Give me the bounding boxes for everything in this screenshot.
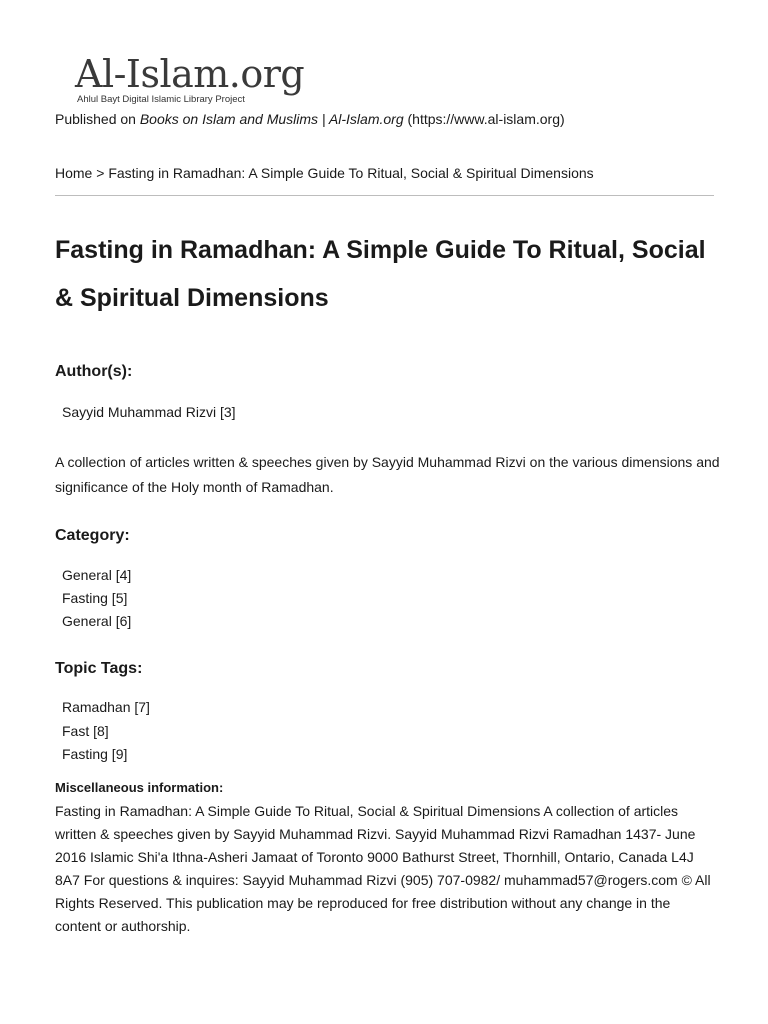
published-site-link[interactable]: Books on Islam and Muslims | Al-Islam.org — [139, 111, 404, 127]
breadcrumb — [55, 165, 594, 181]
site-logo[interactable] — [75, 52, 305, 106]
breadcrumb-separator: > — [92, 165, 109, 181]
misc-body: Fasting in Ramadhan: A Simple Guide To Ritual, Social & Spiritual Dimensions A collection of articles written & speeches given by Sayyid Muhammad Rizvi. Sayyid Muhammad Rizvi Ramadhan 1437- June 2016 Islamic Shi'a Ithna-Asheri Jamaat of Toronto 9000 Bathurst Street, Thornhill, Ontario, Canada L4J 8A7 For questions & inquires: Sayyid Muhammad Rizvi (905) 707-0982/ muhammad57@rogers.com © All Rights Reserved. This publication may be reproduced for free distribution without any change in the content or authorship. — [55, 803, 711, 934]
published-line — [55, 111, 565, 127]
breadcrumb-home-link[interactable]: Home — [55, 165, 93, 181]
topic-tag-link[interactable]: Ramadhan [7] — [62, 699, 150, 715]
published-url: (https://www.al-islam.org) — [403, 111, 565, 127]
published-prefix: Published on — [55, 111, 140, 127]
topic-tag-link[interactable]: Fasting [9] — [62, 746, 128, 762]
category-heading: Category: — [55, 527, 130, 544]
logo-tagline: Ahlul Bayt Digital Islamic Library Project — [77, 94, 245, 105]
book-description: A collection of articles written & speeches given by Sayyid Muhammad Rizvi on the various dimensions and significance of the Holy month of Ramadhan. — [55, 454, 720, 495]
category-link[interactable]: General [6] — [62, 613, 132, 629]
topic-tags-heading: Topic Tags: — [55, 660, 143, 677]
page-title: Fasting in Ramadhan: A Simple Guide To Ritual, Social & Spiritual Dimensions — [55, 236, 706, 312]
misc-heading: Miscellaneous information: — [55, 780, 224, 795]
authors-heading: Author(s): — [55, 363, 133, 380]
category-link[interactable]: Fasting [5] — [62, 590, 128, 606]
author-link[interactable]: Sayyid Muhammad Rizvi [3] — [62, 404, 236, 420]
topic-tag-link[interactable]: Fast [8] — [62, 723, 109, 739]
category-link[interactable]: General [4] — [62, 567, 132, 583]
logo-wordmark: Al-Islam.org — [75, 52, 305, 96]
divider — [55, 195, 714, 196]
breadcrumb-current: Fasting in Ramadhan: A Simple Guide To Ritual, Social & Spiritual Dimensions — [108, 165, 594, 181]
